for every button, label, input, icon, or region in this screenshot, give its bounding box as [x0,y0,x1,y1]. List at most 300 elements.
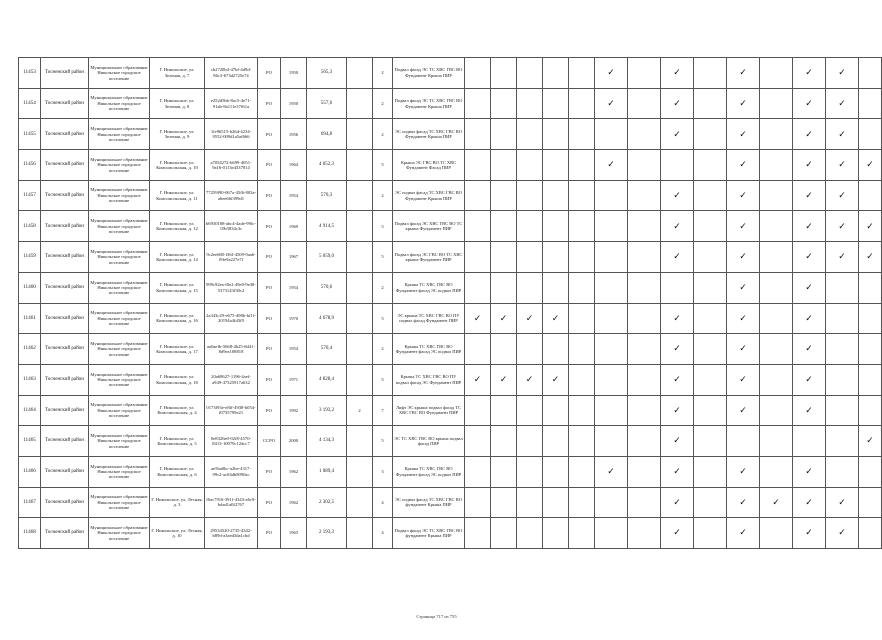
empty-cell [793,426,826,457]
district-cell: Тосненский район [41,272,89,303]
checkmark-icon: ✓ [465,303,491,334]
area-cell: 2 302,5 [307,487,347,518]
guid-cell: 0173f93e-e8ff-4938-b054-f0735799e21 [205,395,258,426]
address-cell: Г. Никольское, ул. Комсомольская, д. 4 [150,395,205,426]
address-cell: Г. Никольское, ул. Комсомольская, д. 10 [150,150,205,181]
empty-cell [694,334,727,365]
empty-cell [491,334,517,365]
fund-form-cell: РО [258,211,281,242]
empty-cell [694,487,727,518]
checkmark-icon: ✓ [661,456,694,487]
checkmark-icon: ✓ [727,211,760,242]
empty-cell [595,487,628,518]
row-number: 11467 [19,487,41,518]
empty-cell [628,211,661,242]
checkmark-icon: ✓ [727,364,760,395]
works-list-cell: Крыша ТС ХВС ГВС ВО ПУ подвал фасад ЭС Фундамент ПИР [393,364,465,395]
address-cell: Г. Никольское, ул. Комсомольская, д. 18 [150,364,205,395]
floors-a-cell: 2 [347,395,373,426]
empty-cell [491,272,517,303]
checkmark-icon: ✓ [661,303,694,334]
checkmark-icon: ✓ [793,518,826,549]
empty-cell [760,180,793,211]
floors-b-cell: 2 [373,334,393,365]
works-list-cell: Подвал фасад ЭС ТС ХВС ГВС ВО Фундамент Крыша ПИР [393,58,465,89]
guid-cell: f0ac7916-391f-4343-a6c9-bdad1a0f2767 [205,487,258,518]
checkmark-icon: ✓ [595,88,628,119]
build-year-cell: 1963 [281,518,307,549]
empty-cell [595,303,628,334]
floors-a-cell [347,58,373,89]
address-cell: Г. Никольское, ул. Зеленая, д. 7 [150,58,205,89]
checkmark-icon: ✓ [793,364,826,395]
empty-cell [465,395,491,426]
empty-cell [543,58,569,89]
row-number: 11457 [19,180,41,211]
area-cell: 4 914,5 [307,211,347,242]
municipality-cell: Муниципальное образование Никольское городское поселение [89,487,150,518]
address-cell: Г. Никольское, ул. Комсомольская, д. 11 [150,180,205,211]
checkmark-icon: ✓ [661,518,694,549]
empty-cell [465,211,491,242]
table-row [19,456,882,487]
empty-cell [760,150,793,181]
checkmark-icon: ✓ [727,272,760,303]
empty-cell [491,180,517,211]
table-row [19,487,882,518]
floors-a-cell [347,180,373,211]
row-number: 11454 [19,88,41,119]
area-cell: 4 678,9 [307,303,347,334]
checkmark-icon: ✓ [661,58,694,89]
checkmark-icon: ✓ [826,242,859,273]
empty-cell [569,150,595,181]
empty-cell [760,119,793,150]
empty-cell [543,180,569,211]
table-row [19,180,882,211]
build-year-cell: 1954 [281,334,307,365]
empty-cell [543,150,569,181]
empty-cell [517,426,543,457]
empty-cell [543,487,569,518]
empty-cell [760,395,793,426]
row-number: 11456 [19,150,41,181]
empty-cell [517,487,543,518]
empty-cell [543,242,569,273]
page-footer: Страница 717 из 755 [416,614,457,619]
empty-cell [628,426,661,457]
empty-cell [517,272,543,303]
checkmark-icon: ✓ [793,272,826,303]
checkmark-icon: ✓ [517,303,543,334]
empty-cell [543,272,569,303]
checkmark-icon: ✓ [727,58,760,89]
empty-cell [595,395,628,426]
empty-cell [517,334,543,365]
empty-cell [694,456,727,487]
checkmark-icon: ✓ [727,88,760,119]
district-cell: Тосненский район [41,180,89,211]
empty-cell [543,395,569,426]
row-number: 11462 [19,334,41,365]
municipality-cell: Муниципальное образование Никольское городское поселение [89,272,150,303]
address-cell: Г. Никольское, ул. Комсомольская, д. 5 [150,426,205,457]
empty-cell [859,303,882,334]
empty-cell [465,518,491,549]
checkmark-icon: ✓ [859,150,882,181]
checkmark-icon: ✓ [826,211,859,242]
empty-cell [694,211,727,242]
empty-cell [859,487,882,518]
empty-cell [859,180,882,211]
checkmark-icon: ✓ [661,395,694,426]
fund-form-cell: РО [258,88,281,119]
fund-form-cell: РО [258,150,281,181]
build-year-cell: 1964 [281,150,307,181]
floors-b-cell: 5 [373,150,393,181]
empty-cell [517,242,543,273]
address-cell: Г. Никольское, ул. Комсомольская, д. 16 [150,303,205,334]
empty-cell [543,211,569,242]
row-number: 11461 [19,303,41,334]
floors-a-cell [347,334,373,365]
empty-cell [491,426,517,457]
address-cell: Г. Никольское, ул. Комсомольская, д. 12 [150,211,205,242]
checkmark-icon: ✓ [491,303,517,334]
build-year-cell: 1962 [281,456,307,487]
works-list-cell: Лифт ЭС крыша подвал фасад ТС ХВС ГВС ВО Фундамент ПИР [393,395,465,426]
checkmark-icon: ✓ [543,303,569,334]
guid-cell: 9c2ee680-f36f-4509-9aa6-f9fe9a227e7f [205,242,258,273]
empty-cell [569,272,595,303]
empty-cell [595,334,628,365]
district-cell: Тосненский район [41,518,89,549]
row-number: 11468 [19,518,41,549]
empty-cell [491,242,517,273]
fund-form-cell: РО [258,303,281,334]
floors-a-cell [347,119,373,150]
area-cell: 2 193,3 [307,518,347,549]
municipality-cell: Муниципальное образование Никольское городское поселение [89,456,150,487]
empty-cell [569,487,595,518]
empty-cell [694,88,727,119]
empty-cell [465,119,491,150]
municipality-cell: Муниципальное образование Никольское городское поселение [89,303,150,334]
empty-cell [569,364,595,395]
municipality-cell: Муниципальное образование Никольское городское поселение [89,88,150,119]
empty-cell [517,150,543,181]
checkmark-icon: ✓ [727,334,760,365]
empty-cell [569,58,595,89]
district-cell: Тосненский район [41,303,89,334]
checkmark-icon: ✓ [595,456,628,487]
fund-form-cell: РО [258,487,281,518]
guid-cell: ae5ba0bc-a2be-4317-99c2-ac04db8090ac [205,456,258,487]
empty-cell [661,272,694,303]
table-row [19,58,882,89]
guid-cell: 999c92ea-f0e2-49e0-9e38-5373143f30c2 [205,272,258,303]
empty-cell [628,58,661,89]
table-row [19,364,882,395]
floors-a-cell [347,518,373,549]
checkmark-icon: ✓ [727,456,760,487]
checkmark-icon: ✓ [859,426,882,457]
floors-a-cell [347,303,373,334]
municipality-cell: Муниципальное образование Никольское городское поселение [89,395,150,426]
checkmark-icon: ✓ [543,364,569,395]
fund-form-cell: РО [258,395,281,426]
address-cell: Г. Никольское, ул. Комсомольская, д. 6 [150,456,205,487]
checkmark-icon: ✓ [661,334,694,365]
works-list-cell: ЭС подвал фасад ТС ХВС ГВС ВО Фундамент Крыша ПИР [393,119,465,150]
area-cell: 3 193,2 [307,395,347,426]
address-cell: Г. Никольское, ул. Комсомольская, д. 14 [150,242,205,273]
guid-cell: 0e8326e0-92f8-4570-8413-10079c12dcc7 [205,426,258,457]
empty-cell [569,242,595,273]
empty-cell [569,211,595,242]
empty-cell [491,456,517,487]
floors-a-cell [347,426,373,457]
empty-cell [491,395,517,426]
municipality-cell: Муниципальное образование Никольское городское поселение [89,58,150,89]
build-year-cell: 1992 [281,395,307,426]
empty-cell [465,180,491,211]
district-cell: Тосненский район [41,395,89,426]
empty-cell [760,211,793,242]
table-row [19,211,882,242]
table-row [19,303,882,334]
works-list-cell: Подвал фасад ЭС ГВС ВО ТС ХВС крыша Фундамент ПИР [393,242,465,273]
empty-cell [569,119,595,150]
district-cell: Тосненский район [41,364,89,395]
table-row [19,518,882,549]
floors-b-cell: 3 [373,456,393,487]
checkmark-icon: ✓ [491,364,517,395]
area-cell: 570,6 [307,272,347,303]
empty-cell [760,242,793,273]
checkmark-icon: ✓ [727,395,760,426]
empty-cell [569,456,595,487]
empty-cell [491,487,517,518]
empty-cell [517,119,543,150]
guid-cell: aa0aefb-5668-4b25-8d41-8d9ea108818 [205,334,258,365]
empty-cell [628,119,661,150]
address-cell: Г. Никольское, ул. Комсомольская, д. 15 [150,272,205,303]
document-page [18,57,874,549]
empty-cell [595,426,628,457]
fund-form-cell: РО [258,518,281,549]
empty-cell [760,426,793,457]
empty-cell [727,426,760,457]
checkmark-icon: ✓ [465,364,491,395]
empty-cell [491,58,517,89]
table-row [19,426,882,457]
floors-a-cell [347,211,373,242]
district-cell: Тосненский район [41,487,89,518]
empty-cell [595,180,628,211]
floors-a-cell [347,364,373,395]
empty-cell [694,272,727,303]
empty-cell [465,426,491,457]
floors-b-cell: 2 [373,119,393,150]
fund-form-cell: РО [258,334,281,365]
checkmark-icon: ✓ [661,180,694,211]
build-year-cell: 1971 [281,364,307,395]
empty-cell [694,303,727,334]
guid-cell: a7054272-b699-4651-9a16-0113e4337814 [205,150,258,181]
checkmark-icon: ✓ [727,487,760,518]
guid-cell: 77259f90-067a-45f6-803a-a6ee66f399d1 [205,180,258,211]
works-list-cell: ЭС крыша ТС ХВС ГВС ВО ПУ подвал фасад Фундамент ПИР [393,303,465,334]
empty-cell [465,272,491,303]
checkmark-icon: ✓ [826,180,859,211]
district-cell: Тосненский район [41,211,89,242]
fund-form-cell: РО [258,242,281,273]
empty-cell [491,119,517,150]
checkmark-icon: ✓ [793,180,826,211]
checkmark-icon: ✓ [760,487,793,518]
checkmark-icon: ✓ [661,211,694,242]
row-number: 11465 [19,426,41,457]
empty-cell [569,518,595,549]
municipality-cell: Муниципальное образование Никольское городское поселение [89,242,150,273]
checkmark-icon: ✓ [727,150,760,181]
area-cell: 565,3 [307,58,347,89]
checkmark-icon: ✓ [826,487,859,518]
municipality-cell: Муниципальное образование Никольское городское поселение [89,180,150,211]
checkmark-icon: ✓ [859,242,882,273]
works-list-cell: Подвал фасад ЭС ТС ХВС ГВС ВО фундамент Крыша ПИР [393,518,465,549]
works-list-cell: Крыша ЭС ГВС ВО ТС ХВС Фундамент Фасад ПИР [393,150,465,181]
empty-cell [595,272,628,303]
empty-cell [628,242,661,273]
empty-cell [628,364,661,395]
row-number: 11455 [19,119,41,150]
empty-cell [760,303,793,334]
works-list-cell: Подвал фасад ЭС ТС ХВС ГВС ВО Фундамент Крыша ПИР [393,88,465,119]
works-list-cell: ЭС подвал фасад ТС ХВС ГВС ВО фундамент Крыша ПИР [393,487,465,518]
checkmark-icon: ✓ [595,58,628,89]
empty-cell [694,180,727,211]
empty-cell [859,119,882,150]
floors-a-cell [347,242,373,273]
empty-cell [517,395,543,426]
fund-form-cell: РО [258,272,281,303]
fund-form-cell: РО [258,119,281,150]
address-cell: Г. Никольское, ул. Лесная, д. 10 [150,518,205,549]
empty-cell [760,272,793,303]
guid-cell: 1fe96515-b26d-4234-9552-009d1a5af666 [205,119,258,150]
checkmark-icon: ✓ [661,487,694,518]
empty-cell [760,364,793,395]
empty-cell [595,242,628,273]
area-cell: 4 052,3 [307,150,347,181]
district-cell: Тосненский район [41,334,89,365]
district-cell: Тосненский район [41,150,89,181]
empty-cell [628,180,661,211]
guid-cell: 20a68627-1196-4aef-a949-47325917a632 [205,364,258,395]
empty-cell [465,487,491,518]
empty-cell [595,364,628,395]
checkmark-icon: ✓ [793,88,826,119]
row-number: 11464 [19,395,41,426]
checkmark-icon: ✓ [793,334,826,365]
table-row [19,88,882,119]
empty-cell [628,150,661,181]
floors-b-cell: 4 [373,487,393,518]
empty-cell [569,395,595,426]
build-year-cell: 2000 [281,426,307,457]
area-cell: 557,6 [307,88,347,119]
guid-cell: e252d5bb-8ac5-4e71-91ab-8a111e37f61a [205,88,258,119]
floors-a-cell [347,272,373,303]
municipality-cell: Муниципальное образование Никольское городское поселение [89,211,150,242]
empty-cell [859,272,882,303]
empty-cell [543,88,569,119]
checkmark-icon: ✓ [826,119,859,150]
checkmark-icon: ✓ [826,58,859,89]
checkmark-icon: ✓ [517,364,543,395]
works-list-cell: Подвал фасад ЭС ХВС ГВС ВО ТС крыша Фундамент ПИР [393,211,465,242]
address-cell: Г. Никольское, ул. Комсомольская, д. 17 [150,334,205,365]
area-cell: 570,4 [307,334,347,365]
empty-cell [465,242,491,273]
empty-cell [628,395,661,426]
empty-cell [760,334,793,365]
works-list-cell: Крыша ТС ХВС ГВС ВО Фундамент фасад ЭС подвал ПИР [393,456,465,487]
fund-form-cell: РО [258,456,281,487]
empty-cell [543,334,569,365]
empty-cell [859,88,882,119]
fund-form-cell: РО [258,180,281,211]
floors-b-cell: 5 [373,364,393,395]
empty-cell [628,303,661,334]
district-cell: Тосненский район [41,242,89,273]
empty-cell [859,456,882,487]
empty-cell [491,150,517,181]
checkmark-icon: ✓ [793,150,826,181]
works-list-cell: Крыша ТС ХВС ГВС ВО Фундамент фасад ЭС подвал ПИР [393,272,465,303]
empty-cell [694,364,727,395]
floors-b-cell: 5 [373,426,393,457]
floors-b-cell: 5 [373,211,393,242]
build-year-cell: 1954 [281,272,307,303]
empty-cell [826,395,859,426]
row-number: 11459 [19,242,41,273]
checkmark-icon: ✓ [727,242,760,273]
floors-b-cell: 7 [373,395,393,426]
area-cell: 1 089,4 [307,456,347,487]
empty-cell [465,150,491,181]
row-number: 11458 [19,211,41,242]
guid-cell: 2a343c29-e675-490b-bf1f-20194a4fd3f9 [205,303,258,334]
municipality-cell: Муниципальное образование Никольское городское поселение [89,518,150,549]
checkmark-icon: ✓ [859,211,882,242]
empty-cell [465,88,491,119]
address-cell: Г. Никольское, ул. Зеленая, д. 8 [150,88,205,119]
municipality-cell: Муниципальное образование Никольское городское поселение [89,150,150,181]
empty-cell [628,88,661,119]
checkmark-icon: ✓ [661,426,694,457]
empty-cell [694,395,727,426]
empty-cell [517,211,543,242]
empty-cell [517,456,543,487]
area-cell: 694,8 [307,119,347,150]
municipality-cell: Муниципальное образование Никольское городское поселение [89,334,150,365]
empty-cell [760,456,793,487]
table-row [19,242,882,273]
checkmark-icon: ✓ [793,456,826,487]
